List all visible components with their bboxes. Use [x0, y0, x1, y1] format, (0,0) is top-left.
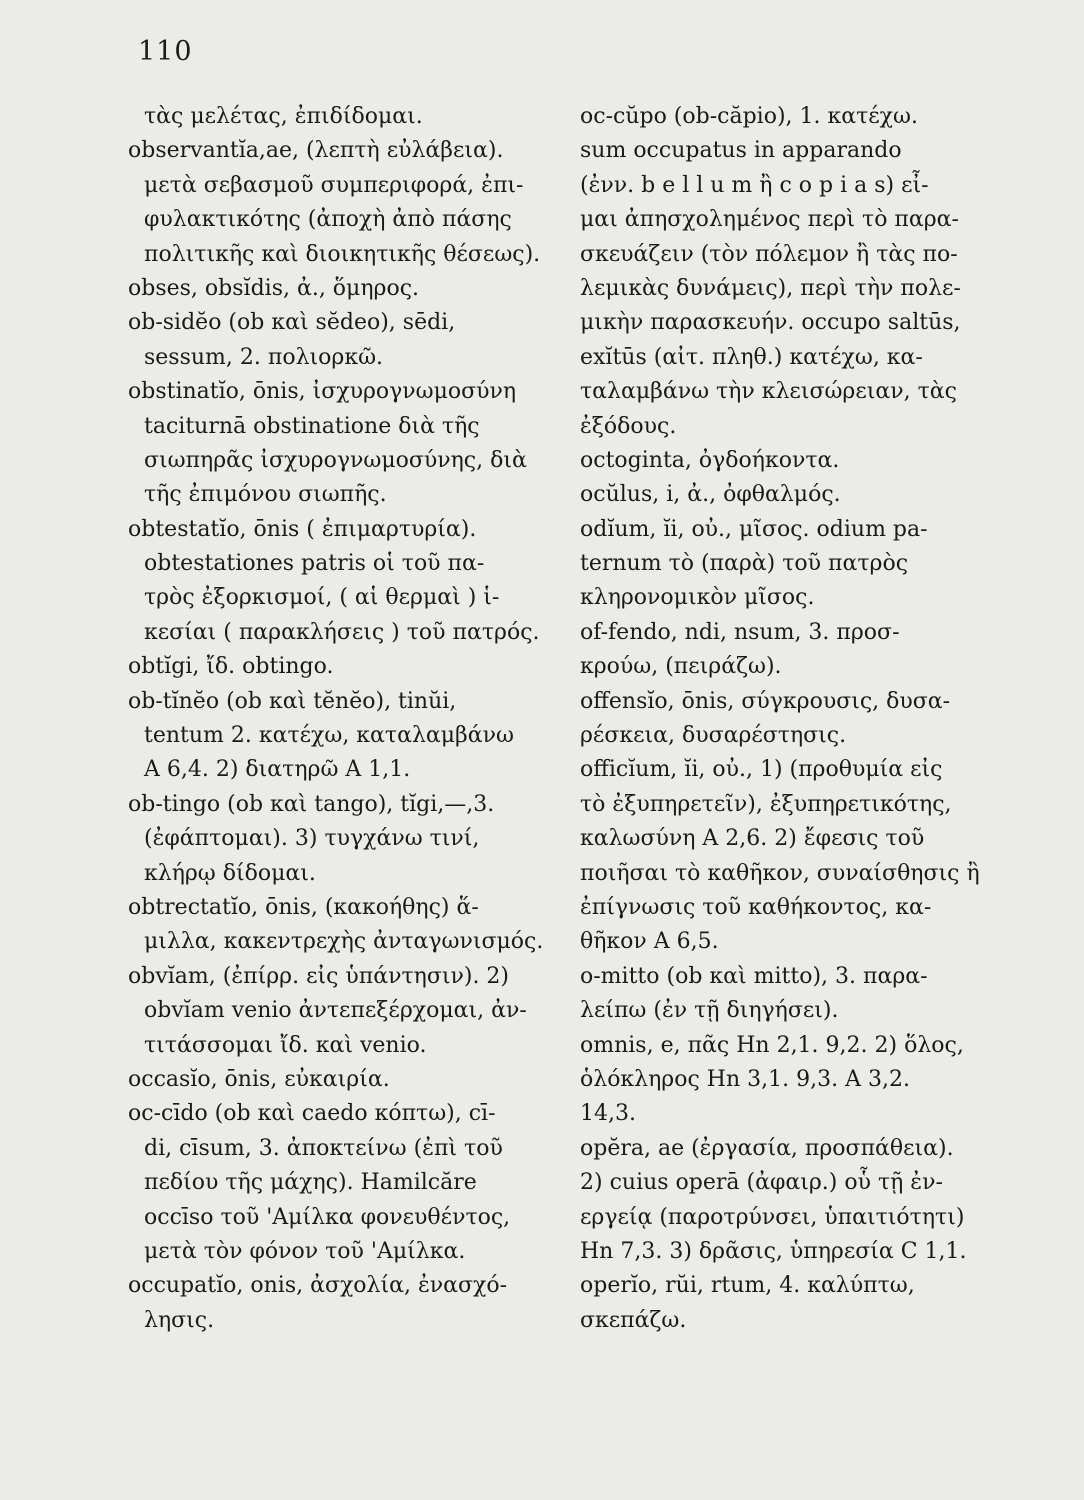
- dictionary-line: (ἐνν. b e l l u m ἢ c o p i a s) εἶ-: [580, 172, 929, 198]
- dictionary-line: obses, obsĭdis, ἀ., ὅμηρος.: [128, 275, 420, 301]
- dictionary-line: κεσίαι ( παρακλήσεις ) τοῦ πατρός.: [144, 619, 540, 645]
- dictionary-line: 14,3.: [580, 1101, 636, 1127]
- dictionary-line: occīso τοῦ 'Αμίλκα φονευθέντος,: [144, 1204, 511, 1230]
- dictionary-line: omnis, e, πᾶς Hn 2,1. 9,2. 2) ὅλος,: [580, 1032, 964, 1058]
- dictionary-line: τὸ ἐξυπηρετεῖν), ἐξυπηρετικότης,: [580, 791, 952, 817]
- dictionary-line: ἐπίγνωσις τοῦ καθήκοντος, κα-: [580, 894, 932, 920]
- dictionary-line: μικὴν παρασκευήν. occupo saltūs,: [580, 310, 961, 336]
- dictionary-line: Hn 7,3. 3) δρᾶσις, ὑπηρεσία C 1,1.: [580, 1238, 967, 1264]
- dictionary-line: ἐξόδους.: [580, 413, 677, 439]
- dictionary-line: obtrectatĭo, ōnis, (κακοήθης) ἅ-: [128, 894, 479, 920]
- dictionary-line: 2) cuius operā (ἀφαιρ.) οὗ τῇ ἐν-: [580, 1170, 943, 1196]
- dictionary-line: σιωπηρᾶς ἰσχυρογνωμοσύνης, διὰ: [144, 447, 527, 473]
- dictionary-line: officĭum, ĭi, οὐ., 1) (προθυμία εἰς: [580, 757, 943, 783]
- dictionary-line: εργείᾳ (παροτρύνσει, ὑπαιτιότητι): [580, 1204, 965, 1230]
- dictionary-line: κρούω, (πειράζω).: [580, 654, 782, 680]
- dictionary-line: obtĭgi, ἴδ. obtingo.: [128, 654, 334, 680]
- dictionary-line: sessum, 2. πολιορκῶ.: [144, 344, 384, 370]
- dictionary-line: ob-tingo (ob καὶ tango), tĭgi,—,3.: [128, 791, 495, 817]
- dictionary-line: observantĭa,ae, (λεπτὴ εὐλάβεια).: [128, 138, 504, 164]
- dictionary-line: di, cīsum, 3. ἀποκτείνω (ἐπὶ τοῦ: [144, 1135, 503, 1161]
- dictionary-line: μαι ἀπησχολημένος περὶ τὸ παρα-: [580, 207, 959, 233]
- right-column: [580, 100, 1020, 1338]
- dictionary-line: ternum τὸ (παρὰ) τοῦ πατρὸς: [580, 551, 909, 577]
- dictionary-line: odĭum, ĭi, οὐ., μῖσος. odium pa-: [580, 516, 928, 542]
- dictionary-line: μετὰ τὸν φόνον τοῦ 'Αμίλκα.: [144, 1238, 466, 1264]
- dictionary-line: exĭtūs (αἰτ. πληθ.) κατέχω, κα-: [580, 344, 923, 370]
- dictionary-line: τὰς μελέτας, ἐπιδίδομαι.: [144, 104, 423, 129]
- dictionary-line: κληρονομικὸν μῖσος.: [580, 585, 815, 611]
- page-number: 110: [138, 36, 193, 67]
- dictionary-line: o-mitto (ob καὶ mitto), 3. παρα-: [580, 963, 928, 989]
- dictionary-line: ocŭlus, i, ἀ., ὀφθαλμός.: [580, 482, 841, 508]
- dictionary-line: occupatĭo, onis, ἀσχολία, ἐνασχό-: [128, 1273, 508, 1299]
- dictionary-line: octoginta, ὀγδοήκοντα.: [580, 447, 840, 473]
- dictionary-line: τῆς ἐπιμόνου σιωπῆς.: [144, 482, 387, 508]
- dictionary-line: oc-cīdo (ob καὶ caedo κόπτω), cī-: [128, 1101, 496, 1127]
- dictionary-line: taciturnā obstinatione διὰ τῆς: [144, 413, 480, 439]
- dictionary-line: ρέσκεια, δυσαρέστησις.: [580, 723, 847, 749]
- dictionary-line: κλήρῳ δίδομαι.: [144, 860, 316, 886]
- dictionary-line: φυλακτικότης (ἀποχὴ ἀπὸ πάσης: [144, 207, 512, 233]
- dictionary-line: τιτάσσομαι ἴδ. καὶ venio.: [144, 1032, 427, 1058]
- dictionary-line: ποιῆσαι τὸ καθῆκον, συναίσθησις ἢ: [580, 860, 980, 886]
- dictionary-line: σκευάζειν (τὸν πόλεμον ἢ τὰς πο-: [580, 241, 958, 267]
- dictionary-line: (ἐφάπτομαι). 3) τυγχάνω τινί,: [144, 826, 480, 852]
- dictionary-line: πεδίου τῆς μάχης). Hamilcăre: [144, 1170, 477, 1196]
- dictionary-line: ταλαμβάνω τὴν κλεισώρειαν, τὰς: [580, 379, 957, 405]
- dictionary-line: offensĭo, ōnis, σύγκρουσις, δυσα-: [580, 688, 951, 714]
- dictionary-line: obvĭam, (ἐπίρρ. εἰς ὑπάντησιν). 2): [128, 963, 510, 989]
- dictionary-line: sum occupatus in apparando: [580, 138, 902, 164]
- dictionary-line: operĭo, rŭi, rtum, 4. καλύπτω,: [580, 1273, 915, 1299]
- dictionary-line: obtestatĭo, ōnis ( ἐπιμαρτυρία).: [128, 516, 477, 542]
- dictionary-line: obtestationes patris οἱ τοῦ πα-: [144, 551, 485, 577]
- dictionary-line: obvĭam venio ἀντεπεξέρχομαι, ἀν-: [144, 998, 527, 1024]
- dictionary-line: μιλλα, κακεντρεχὴς ἀνταγωνισμός.: [144, 929, 544, 955]
- left-column: [128, 100, 568, 1338]
- dictionary-line: πολιτικῆς καὶ διοικητικῆς θέσεως).: [144, 241, 541, 267]
- dictionary-line: ob-sidĕo (ob καὶ sĕdeo), sēdi,: [128, 310, 456, 336]
- dictionary-line: obstinatĭo, ōnis, ἰσχυρογνωμοσύνη: [128, 379, 517, 405]
- dictionary-line: ὁλόκληρος Hn 3,1. 9,3. A 3,2.: [580, 1066, 910, 1092]
- dictionary-line: λησις.: [144, 1307, 215, 1333]
- dictionary-line: θῆκον A 6,5.: [580, 929, 719, 955]
- dictionary-line: of-fendo, ndi, nsum, 3. προσ-: [580, 619, 900, 645]
- dictionary-line: opĕra, ae (ἐργασία, προσπάθεια).: [580, 1135, 954, 1161]
- dictionary-line: oc-cŭpo (ob-căpio), 1. κατέχω.: [580, 104, 918, 129]
- dictionary-line: A 6,4. 2) διατηρῶ A 1,1.: [144, 757, 411, 783]
- dictionary-line: τρὸς ἐξορκισμοί, ( αἱ θερμαὶ ) ἱ-: [144, 585, 500, 611]
- dictionary-line: tentum 2. κατέχω, καταλαμβάνω: [144, 723, 514, 749]
- dictionary-line: μετὰ σεβασμοῦ συμπεριφορά, ἐπι-: [144, 172, 524, 198]
- dictionary-line: occasĭo, ōnis, εὐκαιρία.: [128, 1066, 390, 1092]
- dictionary-line: σκεπάζω.: [580, 1307, 687, 1333]
- dictionary-line: καλωσύνη A 2,6. 2) ἔφεσις τοῦ: [580, 826, 925, 852]
- dictionary-line: ob-tĭnĕo (ob καὶ tĕnĕo), tinŭi,: [128, 688, 457, 714]
- dictionary-line: λεμικὰς δυνάμεις), περὶ τὴν πολε-: [580, 275, 961, 301]
- dictionary-line: λείπω (ἐν τῇ διηγήσει).: [580, 998, 839, 1024]
